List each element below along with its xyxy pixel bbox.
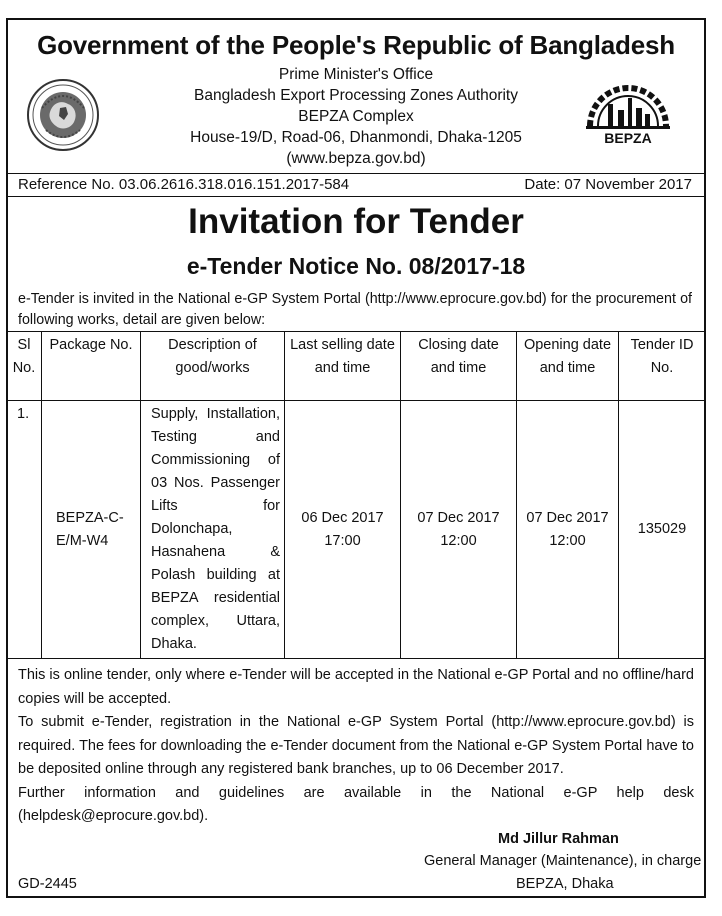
cell-package: BEPZA-C-E/M-W4: [42, 401, 141, 659]
table-header-row: [7, 332, 706, 401]
tender-notice: [6, 18, 706, 898]
reference-line: [8, 173, 704, 197]
intro-paragraph: e-Tender is invited in the National e-GP System Portal (http://www.eprocure.gov.bd) for the procurement of following works, detail are given below:: [18, 291, 692, 328]
signer-title: General Manager (Maintenance), in charge: [424, 853, 702, 869]
bepza-logo-icon: [578, 82, 678, 146]
col-description: Description of good/works: [141, 332, 285, 401]
reference-date: Date: 07 November 2017: [524, 176, 692, 193]
note-paragraph: To submit e-Tender, registration in the National e-GP System Portal (http://www.eprocure.gov.bd) is required. The fees for downloading the e-Tender document from the National e-GP System Portal have to be deposited online through any registered bank branches, up to 06 December 2017.: [18, 714, 694, 777]
signer-name: Md Jillur Rahman: [498, 831, 619, 847]
cell-closing: 07 Dec 2017 12:00: [401, 401, 517, 659]
office-name: Prime Minister's Office: [278, 66, 434, 83]
office-address: House-19/D, Road-06, Dhanmondi, Dhaka-1205: [190, 129, 522, 146]
col-sl: Sl No.: [7, 332, 42, 401]
notes: [18, 664, 694, 829]
col-tender-id: Tender ID No.: [619, 332, 706, 401]
office-website: (www.bepza.gov.bd): [286, 150, 426, 167]
government-seal-icon: [26, 78, 100, 152]
reference-number: Reference No. 03.06.2616.318.016.151.2017-584: [18, 176, 350, 193]
signer-place: BEPZA, Dhaka: [516, 876, 614, 892]
cell-description: Supply, Installation, Testing and Commissioning of 03 Nos. Passenger Lifts for Dolonchapa, Hasnahena & Polash building at BEPZA residential complex, Uttara, Dhaka.: [141, 401, 285, 659]
cell-opening: 07 Dec 2017 12:00: [517, 401, 619, 659]
notice-number: e-Tender Notice No. 08/2017-18: [186, 253, 526, 279]
bepza-logo-text: BEPZA: [604, 130, 652, 146]
complex-name: BEPZA Complex: [298, 108, 414, 125]
government-title: Government of the People's Republic of Bangladesh: [37, 30, 675, 60]
col-package: Package No.: [42, 332, 141, 401]
page-title: Invitation for Tender: [188, 202, 524, 241]
cell-last-selling: 06 Dec 2017 17:00: [285, 401, 401, 659]
table-row: [7, 401, 706, 659]
authority-name: Bangladesh Export Processing Zones Authority: [194, 87, 518, 104]
gd-number: GD-2445: [18, 876, 77, 892]
cell-tender-id: 135029: [619, 401, 706, 659]
col-closing: Closing date and time: [401, 332, 517, 401]
cell-sl: 1.: [7, 401, 42, 659]
tender-table: [6, 331, 706, 659]
col-last-selling: Last selling date and time: [285, 332, 401, 401]
note-paragraph: Further information and guidelines are available in the National e-GP help desk (helpdesk@eprocure.gov.bd).: [18, 784, 694, 824]
col-opening: Opening date and time: [517, 332, 619, 401]
note-paragraph: This is online tender, only where e-Tender will be accepted in the National e-GP Portal and no offline/hard copies will be accepted.: [18, 667, 694, 707]
